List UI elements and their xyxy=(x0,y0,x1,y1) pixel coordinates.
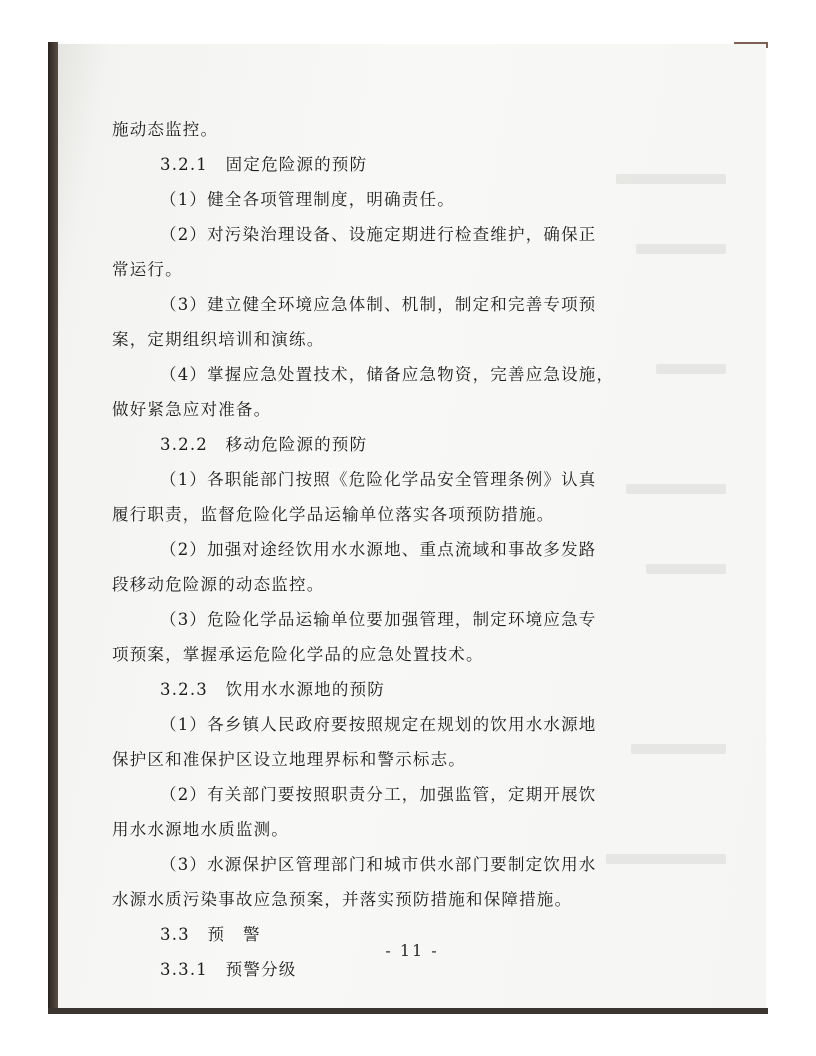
text-line: （2）有关部门要按照职责分工，加强监管，定期开展饮 xyxy=(160,785,597,804)
text-line: （3）危险化学品运输单位要加强管理，制定环境应急专 xyxy=(160,610,597,629)
show-through-mark xyxy=(606,854,726,864)
show-through-mark xyxy=(631,744,726,754)
body-text xyxy=(112,112,615,987)
show-through-mark xyxy=(626,484,726,494)
page-number: - 11 - xyxy=(385,941,439,960)
text-line: （3）建立健全环境应急体制、机制，制定和完善专项预 xyxy=(160,295,597,314)
text-line: 项预案，掌握承运危险化学品的应急处置技术。 xyxy=(112,645,484,664)
text-line: 水源水质污染事故应急预案，并落实预防措施和保障措施。 xyxy=(112,890,573,909)
section-heading: 3.2.2 移动危险源的预防 xyxy=(160,435,368,454)
text-line: 做好紧急应对准备。 xyxy=(112,400,272,419)
text-line: 用水水源地水质监测。 xyxy=(112,820,289,839)
page-bottom-edge xyxy=(48,1008,768,1014)
binding-spine xyxy=(48,42,58,1014)
show-through-mark xyxy=(636,244,726,254)
text-line: 施动态监控。 xyxy=(112,120,219,139)
text-line: （1）各乡镇人民政府要按照规定在规划的饮用水水源地 xyxy=(160,715,597,734)
text-line: 段移动危险源的动态监控。 xyxy=(112,575,325,594)
section-heading: 3.2.3 饮用水水源地的预防 xyxy=(160,680,385,699)
section-heading: 3.3 预 警 xyxy=(160,925,261,944)
show-through-mark xyxy=(646,564,726,574)
text-line: （2）对污染治理设备、设施定期进行检查维护，确保正 xyxy=(160,225,597,244)
text-line: （1）健全各项管理制度，明确责任。 xyxy=(160,190,455,209)
text-line: （4）掌握应急处置技术，储备应急物资，完善应急设施， xyxy=(160,365,615,384)
text-line: （3）水源保护区管理部门和城市供水部门要制定饮用水 xyxy=(160,855,597,874)
section-heading: 3.3.1 预警分级 xyxy=(160,960,297,979)
text-line: （2）加强对途经饮用水水源地、重点流域和事故多发路 xyxy=(160,540,597,559)
text-line: 案，定期组织培训和演练。 xyxy=(112,330,325,349)
text-line: （1）各职能部门按照《危险化学品安全管理条例》认真 xyxy=(160,470,597,489)
text-line: 常运行。 xyxy=(112,260,183,279)
text-line: 保护区和准保护区设立地理界标和警示标志。 xyxy=(112,750,466,769)
show-through-mark xyxy=(656,364,726,374)
text-line: 履行职责，监督危险化学品运输单位落实各项预防措施。 xyxy=(112,505,555,524)
show-through-mark xyxy=(616,174,726,184)
section-heading: 3.2.1 固定危险源的预防 xyxy=(160,155,368,174)
